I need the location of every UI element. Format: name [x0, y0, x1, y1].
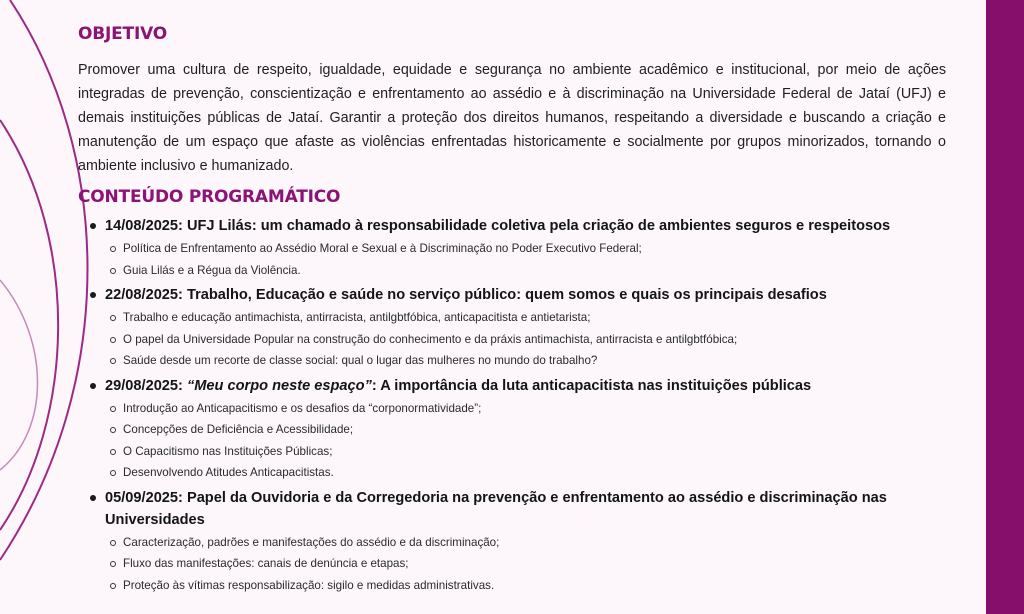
topic-heading — [105, 487, 946, 531]
conteudo-heading: CONTEÚDO PROGRAMÁTICO — [78, 187, 341, 207]
subtopic-item — [105, 419, 946, 441]
bullet-ring-icon — [110, 358, 116, 364]
subtopic-item — [105, 238, 946, 260]
subtopic-list — [105, 532, 946, 597]
objetivo-heading: OBJETIVO — [78, 24, 167, 44]
bullet-dot-icon — [90, 223, 96, 229]
subtopic-item — [105, 553, 946, 575]
bullet-dot-icon — [90, 292, 96, 298]
subtopic-list — [105, 307, 946, 372]
subtopic-item — [105, 260, 946, 282]
topic-item — [78, 375, 946, 484]
subtopic-text: Fluxo das manifestações: canais de denúncia e etapas; — [123, 557, 409, 570]
topic-heading-text: 05/09/2025: Papel da Ouvidoria e da Corregedoria na prevenção e enfrentamento ao assédio e discriminação nas Universidades — [105, 489, 887, 528]
subtopic-text: Saúde desde um recorte de classe social: qual o lugar das mulheres no mundo do trabalho? — [123, 354, 598, 367]
topic-list — [78, 215, 946, 596]
objetivo-paragraph: Promover uma cultura de respeito, igualdade, equidade e segurança no ambiente acadêmico e institucional, por meio de ações integradas de prevenção, conscientização e enfrentamento ao assédio e à discriminação na Universidade Federal de Jataí (UFJ) e demais instituições públicas de Jataí. Garantir a proteção dos direitos humanos, respeitando a diversidade e buscando a criação e manutenção de um espaço que afaste as violências enfrentadas historicamente e socialmente por grupos minorizados, tornando o ambiente inclusivo e humanizado. — [78, 62, 946, 174]
subtopic-text: Proteção às vítimas responsabilização: sigilo e medidas administrativas. — [123, 578, 495, 592]
decorative-arc — [0, 0, 88, 560]
bullet-ring-icon — [110, 337, 116, 343]
decorative-arc — [0, 280, 38, 470]
topic-heading — [105, 215, 946, 237]
subtopic-list — [105, 238, 946, 281]
bullet-ring-icon — [110, 540, 116, 546]
bullet-dot-icon — [90, 383, 96, 389]
subtopic-text: Desenvolvendo Atitudes Anticapacitistas. — [123, 466, 334, 479]
topic-item — [78, 215, 946, 281]
subtopic-item — [105, 307, 946, 329]
bullet-ring-icon — [110, 268, 116, 274]
side-accent-bar — [986, 0, 1024, 614]
subtopic-item — [105, 532, 946, 554]
bullet-ring-icon — [110, 470, 116, 476]
topic-heading-text: 22/08/2025: Trabalho, Educação e saúde no serviço público: quem somos e quais os principais desafios — [105, 287, 827, 303]
topic-heading — [105, 375, 946, 397]
bullet-dot-icon — [90, 495, 96, 501]
subtopic-text: Política de Enfrentamento ao Assédio Moral e Sexual e à Discriminação no Poder Executivo Federal; — [123, 242, 642, 255]
bullet-ring-icon — [110, 246, 116, 252]
topic-item — [78, 284, 946, 372]
subtopic-text: Concepções de Deficiência e Acessibilidade; — [123, 423, 354, 436]
subtopic-text: O papel da Universidade Popular na construção do conhecimento e da práxis antimachista, antirracista e antilgbtfóbica; — [123, 332, 738, 346]
subtopic-item — [105, 350, 946, 372]
topic-item — [78, 487, 946, 597]
topic-heading-suffix: : A importância da luta anticapacitista nas instituições públicas — [371, 377, 812, 394]
subtopic-item — [105, 575, 946, 597]
topic-heading-prefix: 29/08/2025: — [105, 377, 187, 394]
bullet-ring-icon — [110, 315, 116, 321]
subtopic-item — [105, 441, 946, 463]
bullet-ring-icon — [110, 561, 116, 567]
bullet-ring-icon — [110, 427, 116, 433]
topic-heading-emphasis: “Meu corpo neste espaço” — [186, 377, 372, 394]
subtopic-text: Trabalho e educação antimachista, antirracista, antilgbtfóbica, anticapacitista e antietarista; — [123, 311, 591, 324]
bullet-ring-icon — [110, 583, 116, 589]
bullet-ring-icon — [110, 449, 116, 455]
document-body — [78, 24, 946, 599]
subtopic-list — [105, 398, 946, 484]
subtopic-text: O Capacitismo nas Instituições Públicas; — [123, 444, 333, 458]
subtopic-item — [105, 329, 946, 351]
subtopic-text: Guia Lilás e a Régua da Violência. — [123, 263, 301, 277]
bullet-ring-icon — [110, 406, 116, 412]
topic-heading-text: 14/08/2025: UFJ Lilás: um chamado à responsabilidade coletiva pela criação de ambientes seguros e respeitosos — [105, 218, 891, 234]
subtopic-text: Introdução ao Anticapacitismo e os desafios da “corponormatividade”; — [123, 401, 482, 415]
subtopic-text: Caracterização, padrões e manifestações do assédio e da discriminação; — [123, 535, 500, 549]
subtopic-item — [105, 462, 946, 484]
topic-heading — [105, 284, 946, 306]
subtopic-item — [105, 398, 946, 420]
